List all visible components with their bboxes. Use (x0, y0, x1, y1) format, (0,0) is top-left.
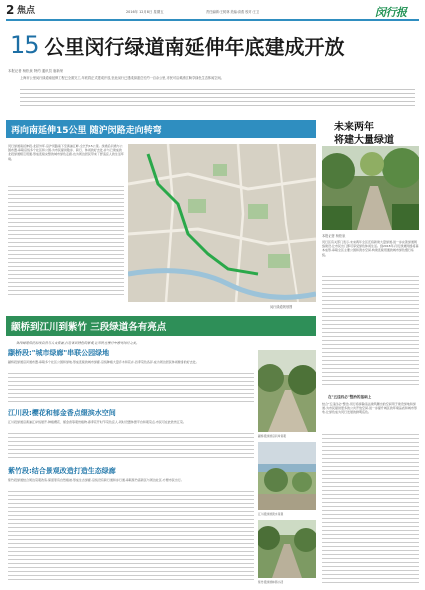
body-zizhu: 紫竹段绿道结合周边景观改造,保留原有自然植被,形成生态绿廊,沿线设有骑行道和步行道,串联紫竹高新区与周边社区,方便市民出行。 (8, 478, 184, 482)
photo-jiangchuan-graphic (258, 442, 316, 510)
photo-caption-3: 紫竹段绿道林荫小径 (258, 580, 284, 584)
greenway-map (128, 144, 316, 302)
sidebar-subhead: 在"五违四必"整治的基础上 (328, 395, 372, 399)
headline (10, 26, 415, 64)
editor-credits: 责任编辑:王树林 美编:高燕 校对:王卫 (206, 10, 260, 14)
map-caption: 闵行绿道规划图 (270, 305, 293, 309)
headline-number: 15 (10, 31, 39, 59)
lead-text-lines (20, 89, 415, 107)
sidebar-byline: 本报记者 杨松泉 (322, 234, 346, 238)
header-rule (6, 19, 419, 21)
section1-text-lines (8, 186, 124, 298)
section2-intro: 各段绿道依托沿线自然与人文资源,打造各具特色的景观,让市民在慢行中感受闵行之美。 (16, 341, 140, 345)
subhead-zhuanqiao: 颛桥段:"城市绿廊"串联公园绿地 (8, 349, 110, 357)
zizhu-text-lines (8, 491, 254, 583)
headline-title: 公里闵行绿道南延伸年底建成开放 (44, 34, 345, 59)
sidebar-body2: 结合"五违四必"整治,闵行将拆除违法建筑腾出的空间用于建设绿地和绿道,为市民提供更多的公共开放空间,进一步提升城区的环境品质和城市形象,让绿色成为闵行发展的鲜明底色。 (322, 402, 417, 415)
byline: 本报记者 杨松泉 特约 通讯员 唐新荣 (8, 69, 64, 73)
sidebar-body: 闵行区有关部门表示,未来两年全区还将新建大量绿道,进一步完善绿道网络建设,让市民出门即可享受绿色休闲生活。到2018年,闵行绿道网络将基本成形,串联全区主要公园和滨水空间,构建连续贯通的城市绿色慢行系统。 (322, 240, 419, 257)
subhead-jiangchuan: 江川段:樱花和郁金香点缀滨水空间 (8, 409, 116, 417)
sidebar-text-lines-2 (322, 434, 419, 584)
sidebar-photo-graphic (322, 146, 419, 230)
jiangchuan-text-lines (8, 433, 254, 461)
section1-body: 闵行绿道南延伸段,北起外环,沿沪闵路南下至黄浦江畔,全长约15公里。绿道沿河道与公园布置,串联沿线多个社区和公园,为市民提供散步、骑行、休闲的好去处,并与已建成的北段绿道相互贯通,形成连续完整的城市绿色走廊,也为周边居民带来了舒适宜人的生活环境。 (8, 144, 124, 161)
masthead-logo: 闵行报 (375, 6, 407, 19)
photo-zhuanqiao-graphic (258, 350, 316, 432)
photo-caption-2: 江川段绿道滨水景观 (258, 512, 284, 516)
section2-banner-text: 颛桥到江川到紫竹 三段绿道各有亮点 (11, 322, 167, 333)
section1-banner-text: 再向南延伸15公里 随沪闵路走向转弯 (11, 125, 162, 136)
dateline: 2016年 12月8日 星期五 (126, 10, 164, 14)
section-name: 焦点 (17, 6, 36, 16)
body-zhuanqiao: 颛桥段绿道沿河道布置,串联多个社区公园和绿地,形成连续的城市绿廊,沿线种植大量乔木和花卉,四季景色各异,成为周边居民休闲健身的好去处。 (8, 360, 199, 364)
photo-caption-1: 颛桥段绿道沿河岸景观 (258, 434, 286, 438)
lead-paragraph: 上海市公里闵行绿道南延伸工程已全面完工,年底将正式建成开放,至此闵行已建成绿道总长约一百余公里,市民可沿黄浦江畅享绿色生态休闲空间。 (20, 76, 224, 80)
sidebar-photo (322, 146, 419, 230)
photo-zizhu (258, 520, 316, 578)
map-graphic (128, 144, 316, 302)
sidebar-title-line1: 未来两年 (334, 122, 374, 133)
photo-jiangchuan (258, 442, 316, 510)
sidebar-text-lines (322, 276, 419, 386)
page-number: 2 (6, 3, 15, 17)
subhead-zizhu: 紫竹段:结合景观改造打造生态绿廊 (8, 467, 116, 475)
photo-zhuanqiao (258, 350, 316, 432)
page-header (6, 4, 419, 18)
sidebar-title-line2: 将建大量绿道 (334, 135, 394, 146)
section2-banner (6, 316, 316, 336)
section1-banner (6, 120, 316, 138)
zhuanqiao-text-lines (8, 373, 254, 403)
body-jiangchuan: 江川段绿道沿黄浦江岸线展开,种植樱花、郁金香等观赏植物,春季花开时节景色宜人,同时设置休憩平台和观景点,市民可在此欣赏江景。 (8, 420, 186, 424)
photo-zizhu-graphic (258, 520, 316, 578)
